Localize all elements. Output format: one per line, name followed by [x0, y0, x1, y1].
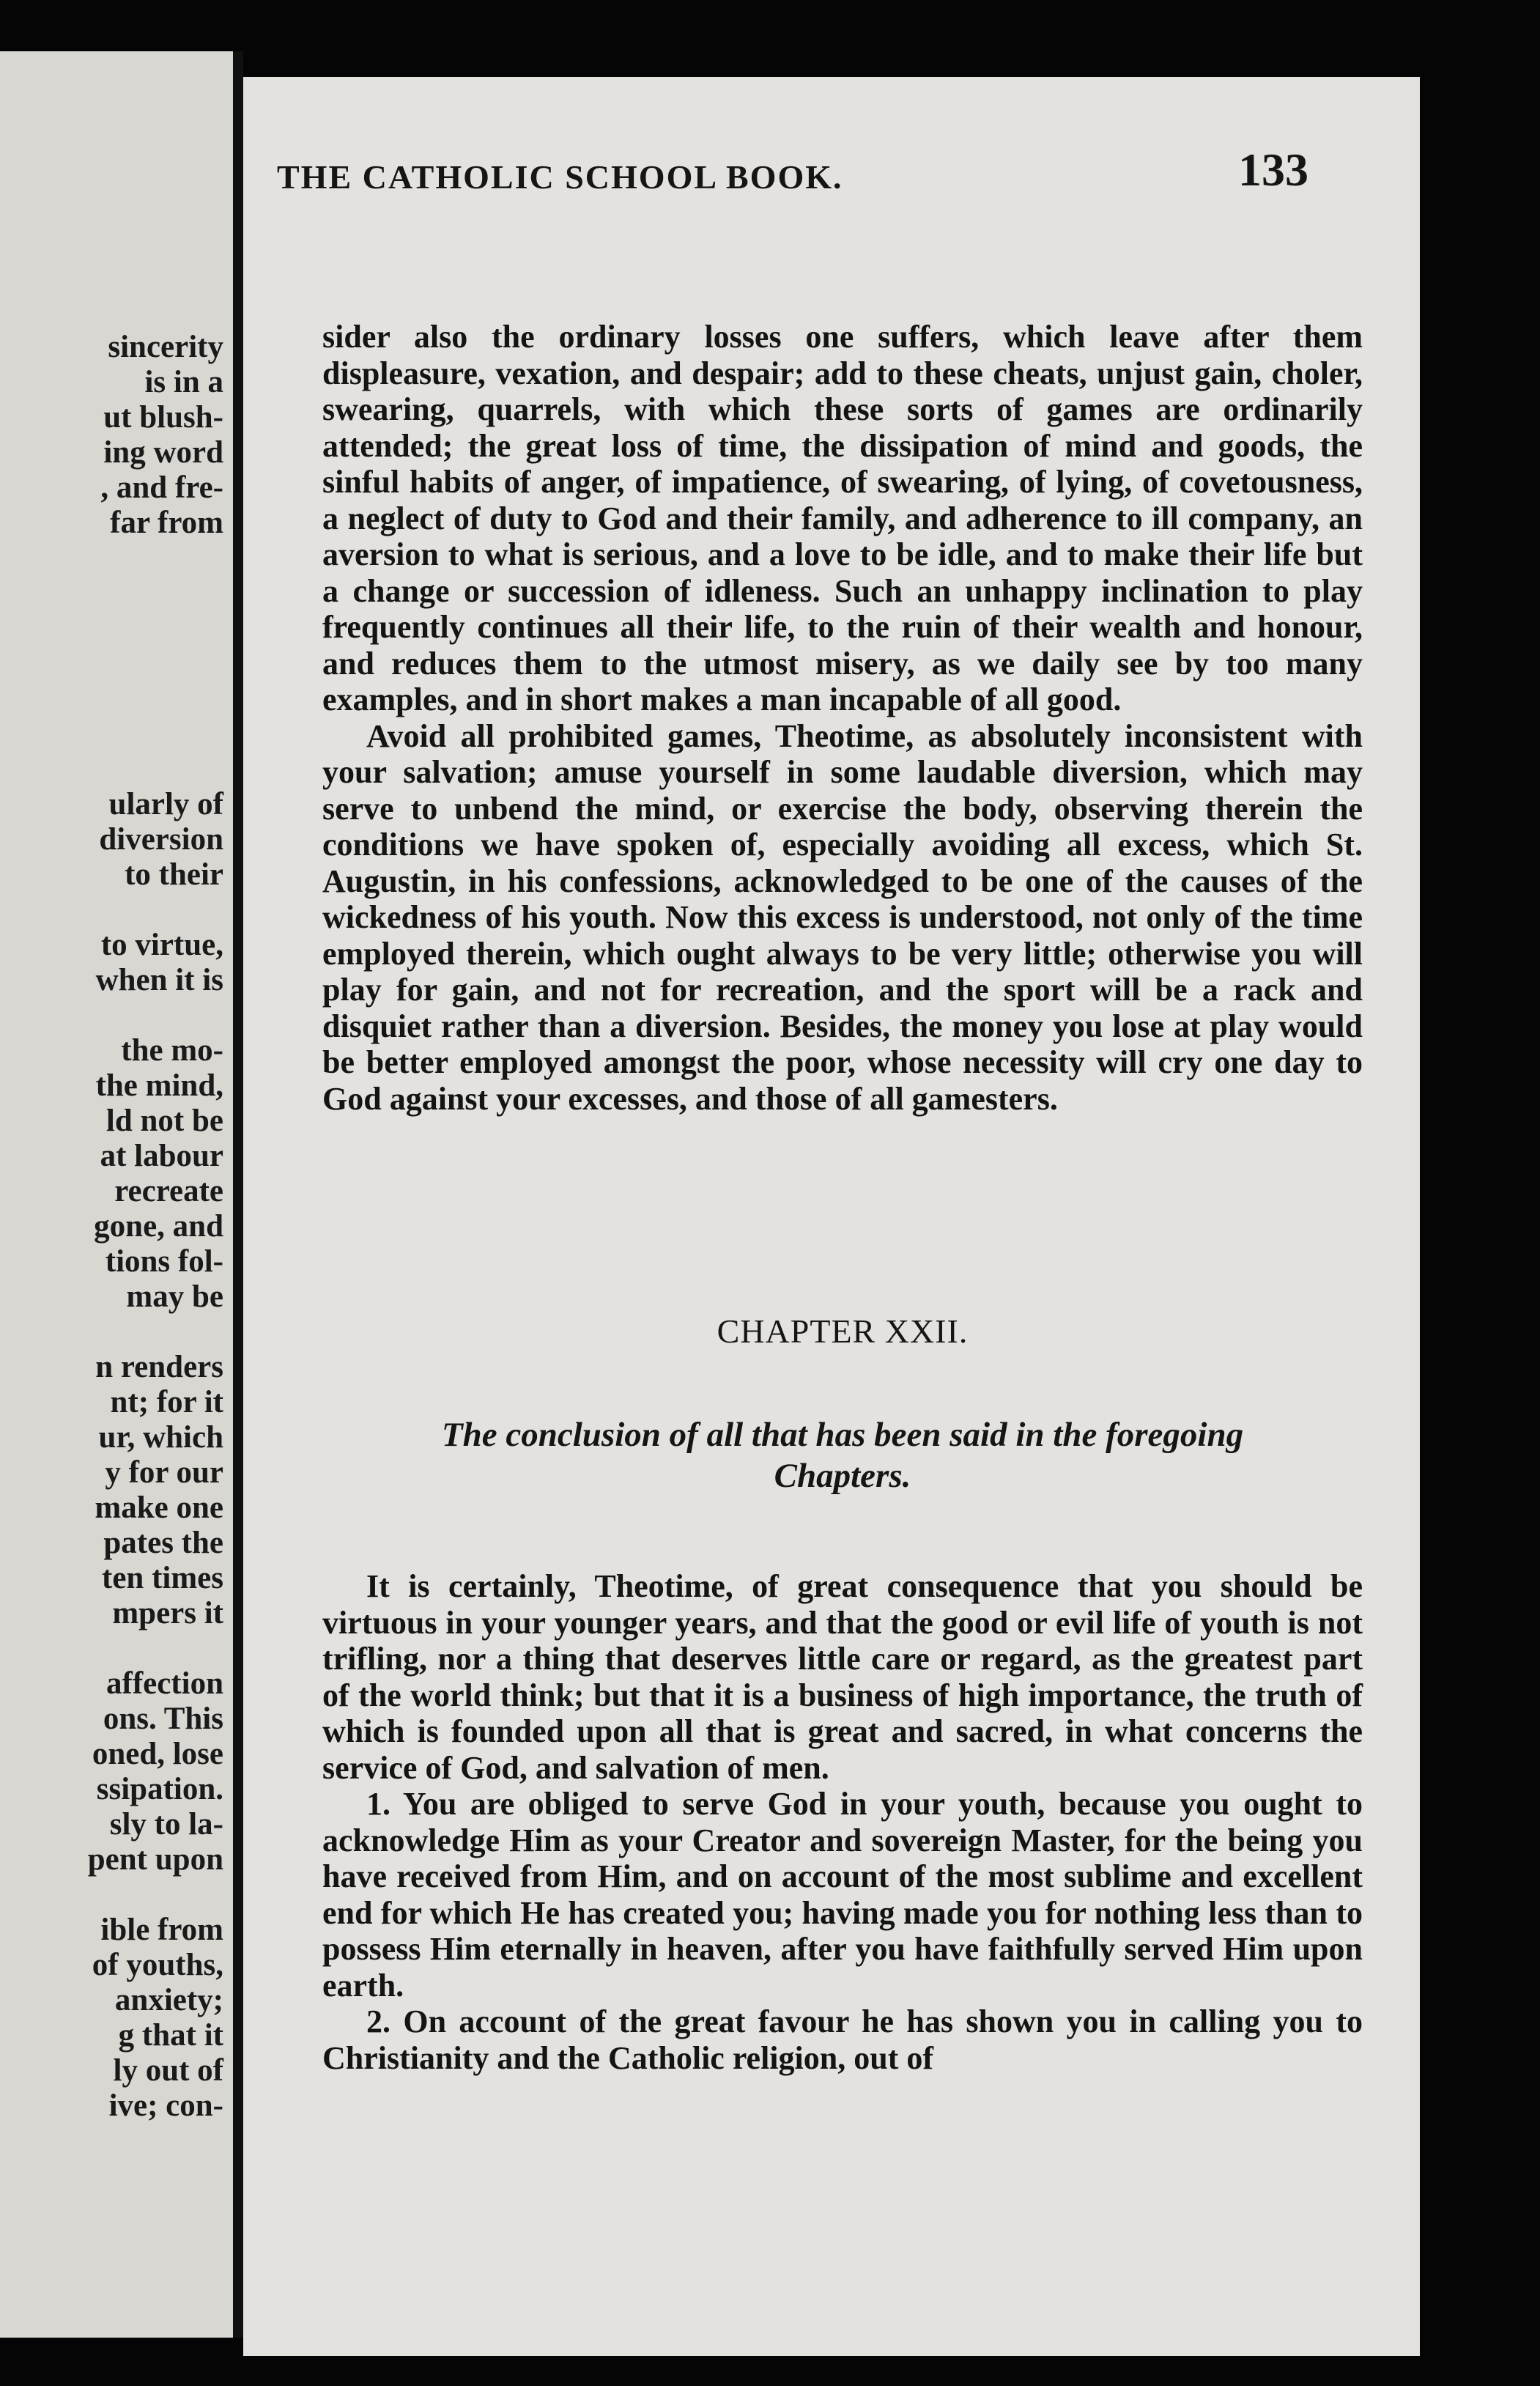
- left-page-line: ut blush-: [103, 400, 223, 435]
- left-page-text: [0, 330, 223, 2124]
- left-page-line: g that it: [118, 2018, 223, 2053]
- left-page-line: anxiety;: [114, 1983, 223, 2017]
- chapter-title-line: Chapters.: [774, 1457, 911, 1495]
- left-page-line: far from: [110, 506, 223, 540]
- paragraph: Avoid all prohibited games, Theotime, as absolutely inconsistent with your salvation; amuse yourself in some laudable diversion, which may serve to unbend the mind, or exercise the body, observing therein the conditions we have spoken of, especially avoiding all excess, which St. Augustin, in his confessions, acknowledged to be one of the causes of the wickedness of his youth. Now this excess is understood, not only of the time employed therein, which ought always to be very little; otherwise you will play for gain, and not for recreation, and the sport will be a rack and disquiet rather than a diversion. Besides, the money you lose at play would be better employed amongst the poor, whose necessity will cry one day to God against your excesses, and those of all gamesters.: [322, 717, 1363, 1117]
- left-page-line: , and fre-: [100, 470, 223, 505]
- left-page-line: ld not be: [105, 1104, 223, 1138]
- left-page-line: diversion: [99, 822, 223, 857]
- left-page-line: recreate: [114, 1174, 223, 1208]
- left-page-line: when it is: [95, 963, 223, 997]
- paragraph: 2. On account of the great favour he has shown you in calling you to Christianity and the Catholic religion, out of: [322, 2003, 1363, 2076]
- book-gutter: [233, 51, 243, 2338]
- left-page-line: ur, which: [98, 1420, 223, 1455]
- chapter-title: [344, 1414, 1341, 1496]
- left-page-line: ularly of: [108, 787, 223, 821]
- left-page-line: ive; con-: [108, 2088, 223, 2123]
- left-page-line: [0, 541, 223, 576]
- left-page-line: [0, 717, 223, 752]
- left-page-line: ible from: [100, 1913, 223, 1947]
- left-page-line: ons. This: [103, 1702, 223, 1736]
- paragraph: sider also the ordinary losses one suffers, which leave after them displeasure, vexation, and despair; add to these cheats, unjust gain, choler, swearing, quarrels, with which these sorts of games are ordinarily attended; the great loss of time, the dissipation of mind and goods, the sinful habits of anger, of impatience, of swearing, of lying, of covetousness, a neglect of duty to God and their family, and adherence to ill company, an aversion to what is serious, and a love to be idle, and to make their life but a change or succession of idleness. Such an unhappy inclination to play frequently continues all their life, to the ruin of their wealth and honour, and reduces them to the utmost misery, as we daily see by too many examples, and in short makes a man incapable of all good.: [322, 319, 1363, 717]
- left-page-line: oned, lose: [92, 1737, 223, 1771]
- left-page-line: [0, 682, 223, 717]
- left-page-line: nt; for it: [110, 1385, 223, 1419]
- left-facing-page: [0, 51, 242, 2338]
- left-page-line: pates the: [103, 1526, 223, 1560]
- left-page-line: [0, 893, 223, 928]
- left-page-line: at labour: [100, 1139, 223, 1173]
- left-page-line: the mo-: [121, 1033, 223, 1068]
- chapter-text: [322, 1568, 1363, 2076]
- left-page-line: [0, 1877, 223, 1913]
- left-page-line: tions fol-: [105, 1244, 223, 1279]
- left-page-line: to virtue,: [100, 928, 223, 962]
- left-page-line: [0, 611, 223, 646]
- paragraph: 1. You are obliged to serve God in your youth, because you ought to acknowledge Him as your Creator and sovereign Master, for the being you have received from Him, and on account of the most sublime and excellent end for which He has created you; having made you for nothing less than to possess Him eternally in heaven, after you have faithfully served Him upon earth.: [322, 1786, 1363, 2003]
- left-page-line: [0, 1315, 223, 1350]
- left-page-line: is in a: [144, 365, 223, 399]
- left-page-line: to their: [125, 857, 223, 892]
- left-page-line: ssipation.: [96, 1772, 223, 1806]
- left-page-line: ly out of: [113, 2053, 223, 2088]
- left-page-line: y for our: [105, 1455, 223, 1490]
- left-page-line: [0, 1631, 223, 1666]
- left-page-line: the mind,: [95, 1068, 223, 1103]
- left-page-line: affection: [106, 1666, 223, 1701]
- left-page-line: [0, 752, 223, 787]
- running-head: THE CATHOLIC SCHOOL BOOK.: [277, 158, 843, 196]
- continued-text: [322, 319, 1363, 1117]
- left-page-line: pent upon: [87, 1842, 223, 1877]
- left-page-line: of youths,: [92, 1948, 223, 1982]
- left-page-line: sly to la-: [109, 1807, 223, 1842]
- left-page-line: mpers it: [112, 1596, 223, 1630]
- chapter-title-line: The conclusion of all that has been said in the foregoing: [441, 1416, 1244, 1454]
- left-page-line: [0, 646, 223, 682]
- left-page-line: make one: [95, 1491, 223, 1525]
- left-page-line: [0, 576, 223, 611]
- page-number: 133: [1238, 144, 1308, 196]
- left-page-line: may be: [126, 1279, 223, 1314]
- left-page-line: ten times: [102, 1561, 223, 1595]
- left-page-line: ing word: [103, 435, 223, 470]
- chapter-heading: CHAPTER XXII.: [717, 1312, 969, 1350]
- left-page-line: sincerity: [108, 330, 223, 364]
- left-page-line: [0, 998, 223, 1033]
- left-page-line: gone, and: [94, 1209, 223, 1244]
- left-page-line: n renders: [95, 1350, 223, 1384]
- paragraph: It is certainly, Theotime, of great consequence that you should be virtuous in your younger years, and that the good or evil life of youth is not trifling, nor a thing that deserves little care or regard, as the greatest part of the world think; but that it is a business of high importance, the truth of which is founded upon all that is great and sacred, in what concerns the service of God, and salvation of men.: [322, 1568, 1363, 1786]
